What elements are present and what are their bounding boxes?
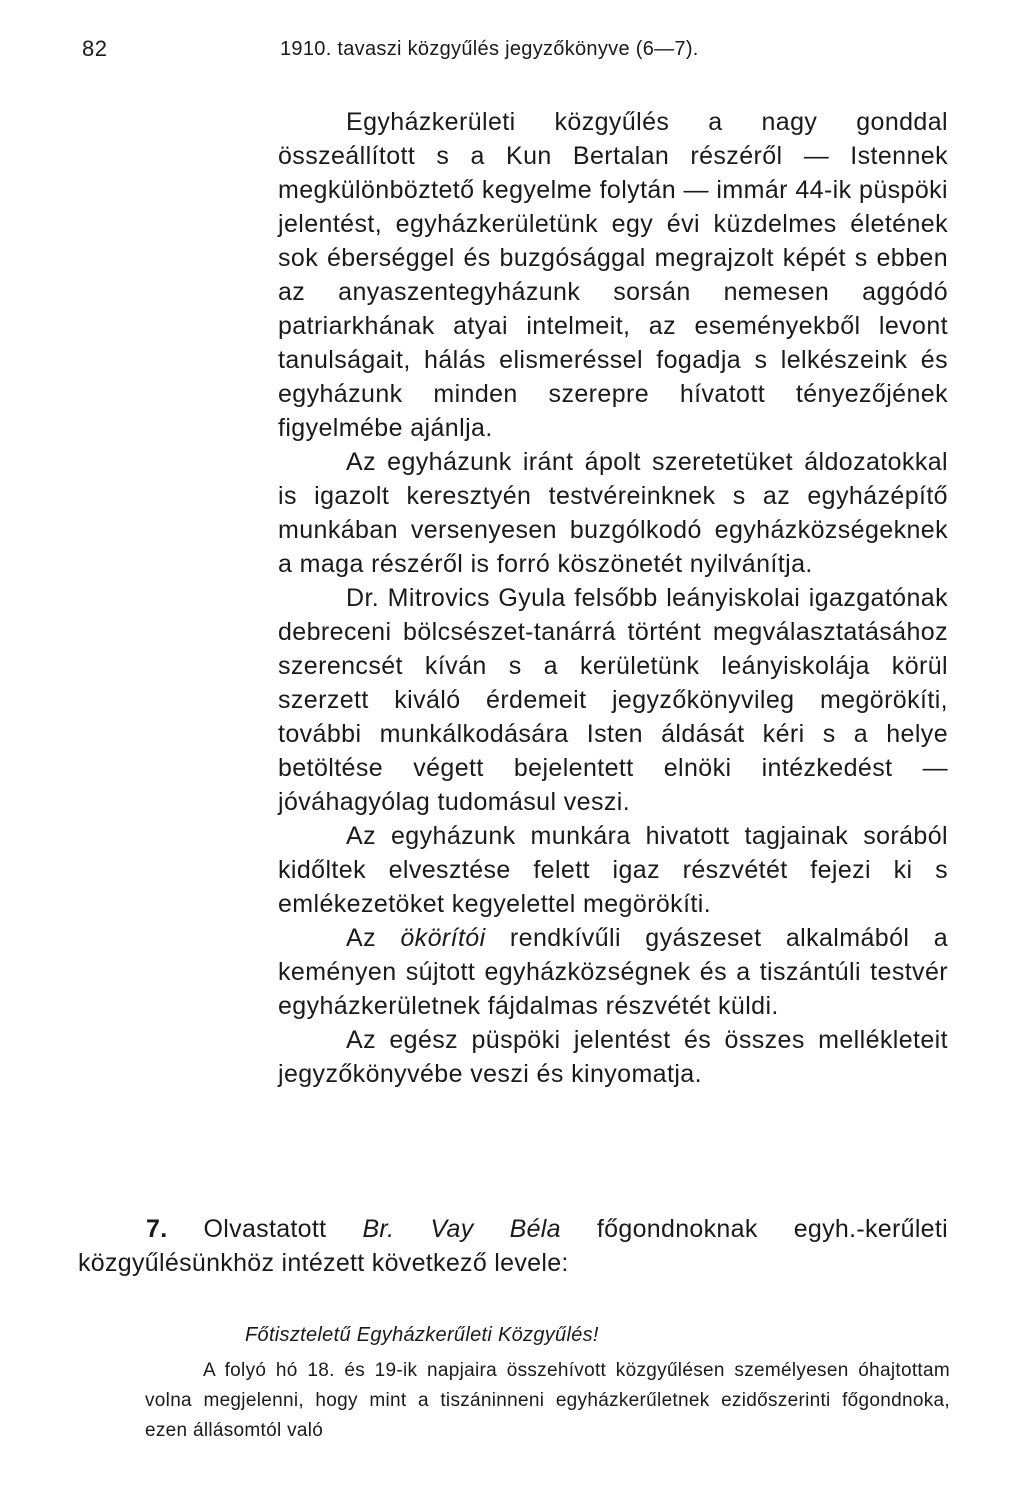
- paragraph-report-print: Az egész püspöki jelentést és összes mellékleteit jegyzőkönyvébe veszi és kinyomatja.: [278, 1026, 948, 1088]
- section-7-text-b: főgondnoknak egyh.-kerűleti közgyűlésünkhöz intézett következő levele:: [78, 1215, 948, 1277]
- page-header: [0, 36, 1024, 76]
- place-name: ökörítói: [400, 924, 486, 952]
- paragraph-condolence: Az egyházunk munkára hivatott tagjainak sorából kidőltek elvesztése felett igaz részvétét fejezi ki s emlékezetöket kegyelettel megörökíti.: [278, 822, 948, 918]
- title-abbreviation: Br.: [362, 1215, 395, 1243]
- paragraph-okorito: [278, 921, 948, 1023]
- paragraph-mitrovics: Dr. Mitrovics Gyula felsőbb leányiskolai igazgatónak debreceni bölcsészet-tanárrá történt megválasztatásához szerencsét kíván s a kerületünk leányiskolája körül szerzett kiváló érdemeit jegyzőkönyvileg megörökíti, további munkálkodására Isten áldását kéri s a helye betöltése végett bejelentett elnöki intézkedést — jóváhagyólag tudomásul veszi.: [278, 584, 948, 816]
- section-7-paragraph: [78, 1212, 948, 1280]
- paragraph-okorito-rest: rendkívűli gyászeset alkalmából a keményen sújtott egyházközségnek és a tiszántúli testvér egyházkerületnek fájdalmas részvétét küldi.: [278, 924, 948, 1020]
- main-text: [278, 105, 948, 1091]
- paragraph-episcopal-report: Egyházkerületi közgyűlés a nagy gonddal összeállított s a Kun Bertalan részéről — Istennek megkülönböztető kegyelme folytán — immár 44-ik püspöki jelentést, egyházkerületünk egy évi küzdelmes életének sok éberséggel és buzgósággal megrajzolt képét s ebben az anyaszentegyházunk sorsán nemesen aggódó patriarkhának atyai intelmeit, az eseményekből levont tanulságait, hálás elismeréssel fogadja s lelkészeink és egyházunk minden szerepre hívatott tényezőjének figyelmébe ajánlja.: [278, 108, 948, 442]
- letter: [145, 1320, 950, 1446]
- running-head: 1910. tavaszi közgyűlés jegyzőkönyve (6—7).: [280, 38, 699, 60]
- letter-salutation: Főtiszteletű Egyházkerűleti Közgyűlés!: [245, 1324, 599, 1346]
- section-number: 7.: [146, 1215, 168, 1243]
- section-7-text-a: Olvastatott: [167, 1215, 363, 1243]
- paragraph-okorito-start: Az: [346, 924, 401, 952]
- paragraph-thanks: Az egyházunk iránt ápolt szeretetüket áldozatokkal is igazolt keresztyén testvéreinknek s az egyházépítő munkában versenyesen buzgólkodó egyházközségeknek a maga részéről is forró köszönetét nyilvánítja.: [278, 448, 948, 578]
- person-name: Vay Béla: [430, 1215, 561, 1243]
- letter-body: A folyó hó 18. és 19-ik napjaira összehívott közgyűlésen személyesen óhajtottam volna megjelenni, hogy mint a tiszáninneni egyházkerűletnek ezidőszerinti főgondnoka, ezen állásomtól való: [145, 1360, 950, 1441]
- page-number: 82: [82, 36, 108, 61]
- space: [394, 1215, 430, 1243]
- section-7: [78, 1212, 948, 1280]
